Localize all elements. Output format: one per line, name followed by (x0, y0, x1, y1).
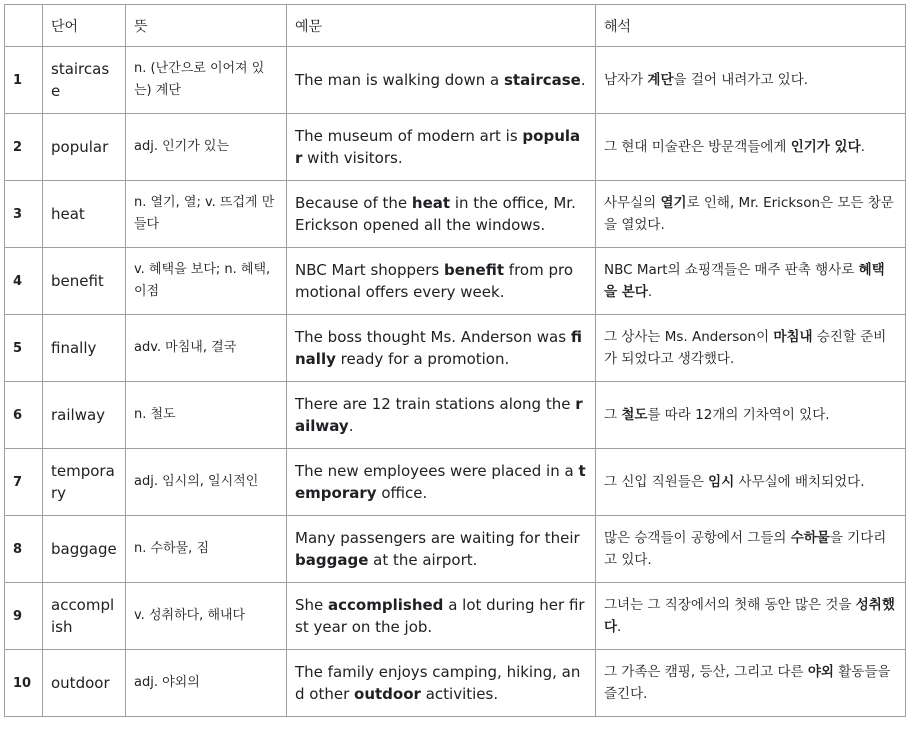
meaning-cell: n. 열기, 열; v. 뜨겁게 만들다 (126, 181, 287, 248)
example-keyword: heat (411, 194, 451, 212)
example-keyword: baggage (295, 551, 369, 569)
header-meaning: 뜻 (126, 5, 287, 47)
row-number: 5 (5, 315, 43, 382)
example-text: She (295, 596, 329, 614)
example-text: activities. (420, 685, 499, 703)
example-text: office. (376, 484, 428, 502)
translation-text: 그 (604, 407, 622, 423)
row-number: 6 (5, 382, 43, 449)
example-text: There are 12 train stations along the (295, 395, 576, 413)
example-cell (287, 114, 596, 181)
row-number: 9 (5, 583, 43, 650)
word-cell: benefit (43, 248, 126, 315)
meaning-cell: adj. 야외의 (126, 650, 287, 717)
translation-text: . (647, 284, 653, 300)
example-cell (287, 315, 596, 382)
header-number (5, 5, 43, 47)
translation-text: . (860, 139, 865, 155)
translation-cell (596, 382, 906, 449)
translation-text: 그 신입 직원들은 (604, 474, 709, 490)
translation-keyword: 혜택을 본다 (604, 262, 885, 300)
translation-cell (596, 650, 906, 717)
translation-text: 사무실에 배치되었다. (734, 474, 865, 490)
example-keyword: popular (295, 127, 581, 167)
word-cell: staircase (43, 47, 126, 114)
example-text: The man is walking down a (295, 71, 504, 89)
table-row (5, 516, 906, 583)
translation-cell (596, 449, 906, 516)
row-number: 4 (5, 248, 43, 315)
example-text: ready for a promotion. (335, 350, 510, 368)
row-number: 8 (5, 516, 43, 583)
example-text: Many passengers are waiting for their (295, 529, 580, 547)
word-cell: accomplish (43, 583, 126, 650)
example-keyword: temporary (295, 462, 586, 502)
row-number: 3 (5, 181, 43, 248)
header-translation: 해석 (596, 5, 906, 47)
example-keyword: outdoor (354, 685, 421, 703)
table-row (5, 47, 906, 114)
translation-text: 그 가족은 캠핑, 등산, 그리고 다른 (604, 664, 808, 680)
example-text: with visitors. (302, 149, 403, 167)
meaning-cell: v. 혜택을 보다; n. 혜택, 이점 (126, 248, 287, 315)
vocabulary-table (4, 4, 906, 717)
meaning-cell: v. 성취하다, 해내다 (126, 583, 287, 650)
translation-cell (596, 516, 906, 583)
translation-cell (596, 583, 906, 650)
example-cell (287, 650, 596, 717)
translation-text: 많은 승객들이 공항에서 그들의 (604, 530, 791, 546)
translation-text: NBC Mart의 쇼핑객들은 매주 판촉 행사로 (604, 262, 859, 278)
example-cell (287, 382, 596, 449)
translation-text: 그 상사는 Ms. Anderson이 (604, 329, 774, 345)
example-cell (287, 516, 596, 583)
example-text: at the airport. (368, 551, 478, 569)
translation-cell (596, 114, 906, 181)
example-text: The new employees were placed in a (295, 462, 579, 480)
table-body (5, 47, 906, 717)
translation-cell (596, 181, 906, 248)
translation-keyword: 야외 (807, 664, 834, 680)
table-row (5, 449, 906, 516)
translation-text: 로 인해, Mr. Erickson은 모든 창문을 열었다. (604, 195, 894, 233)
translation-text: . (617, 619, 622, 635)
example-keyword: accomplished (328, 596, 444, 614)
example-cell (287, 248, 596, 315)
word-cell: baggage (43, 516, 126, 583)
row-number: 10 (5, 650, 43, 717)
translation-text: 남자가 (604, 72, 648, 88)
example-text: a lot during her first year on the job. (295, 596, 585, 636)
translation-text: 활동들을 즐긴다. (604, 664, 891, 702)
translation-keyword: 성취했다 (604, 597, 895, 635)
header-word: 단어 (43, 5, 126, 47)
word-cell: heat (43, 181, 126, 248)
meaning-cell: adj. 임시의, 일시적인 (126, 449, 287, 516)
table-row (5, 382, 906, 449)
word-cell: temporary (43, 449, 126, 516)
translation-cell (596, 47, 906, 114)
translation-keyword: 철도 (621, 407, 648, 423)
row-number: 1 (5, 47, 43, 114)
meaning-cell: n. 수하물, 짐 (126, 516, 287, 583)
example-cell (287, 449, 596, 516)
table-row (5, 114, 906, 181)
example-keyword: staircase (503, 71, 581, 89)
example-keyword: benefit (443, 261, 505, 279)
row-number: 2 (5, 114, 43, 181)
example-cell (287, 583, 596, 650)
example-text: . (580, 71, 586, 89)
word-cell: finally (43, 315, 126, 382)
meaning-cell: n. (난간으로 이어져 있는) 계단 (126, 47, 287, 114)
example-keyword: finally (295, 328, 582, 368)
example-text: in the office, Mr. Erickson opened all the windows. (295, 194, 576, 234)
example-text: The museum of modern art is (295, 127, 523, 145)
example-text: . (348, 417, 354, 435)
table-row (5, 181, 906, 248)
table-row (5, 583, 906, 650)
translation-cell (596, 248, 906, 315)
translation-keyword: 마침내 (773, 329, 813, 345)
table-row (5, 315, 906, 382)
example-text: Because of the (295, 194, 412, 212)
meaning-cell: adv. 마침내, 결국 (126, 315, 287, 382)
example-text: The boss thought Ms. Anderson was (295, 328, 571, 346)
word-cell: outdoor (43, 650, 126, 717)
header-example: 예문 (287, 5, 596, 47)
word-cell: popular (43, 114, 126, 181)
header-row (5, 5, 906, 47)
example-text: The family enjoys camping, hiking, and other (295, 663, 581, 703)
translation-keyword: 수하물 (790, 530, 830, 546)
translation-keyword: 인기가 있다 (790, 139, 861, 155)
row-number: 7 (5, 449, 43, 516)
meaning-cell: adj. 인기가 있는 (126, 114, 287, 181)
word-cell: railway (43, 382, 126, 449)
translation-keyword: 열기 (660, 195, 687, 211)
example-cell (287, 47, 596, 114)
translation-keyword: 계단 (647, 72, 674, 88)
translation-cell (596, 315, 906, 382)
meaning-cell: n. 철도 (126, 382, 287, 449)
translation-text: 를 따라 12개의 기차역이 있다. (647, 407, 830, 423)
translation-text: 그 현대 미술관은 방문객들에게 (604, 139, 791, 155)
table-row (5, 650, 906, 717)
table-row (5, 248, 906, 315)
translation-text: 그녀는 그 직장에서의 첫해 동안 많은 것을 (604, 597, 856, 613)
translation-keyword: 임시 (708, 474, 735, 490)
translation-text: 사무실의 (604, 195, 661, 211)
example-cell (287, 181, 596, 248)
translation-text: 을 걸어 내려가고 있다. (673, 72, 809, 88)
example-keyword: railway (295, 395, 583, 435)
example-text: NBC Mart shoppers (295, 261, 444, 279)
translation-text: 승진할 준비가 되었다고 생각했다. (604, 329, 887, 367)
translation-text: 을 기다리고 있다. (604, 530, 887, 568)
example-text: from promotional offers every week. (295, 261, 574, 301)
